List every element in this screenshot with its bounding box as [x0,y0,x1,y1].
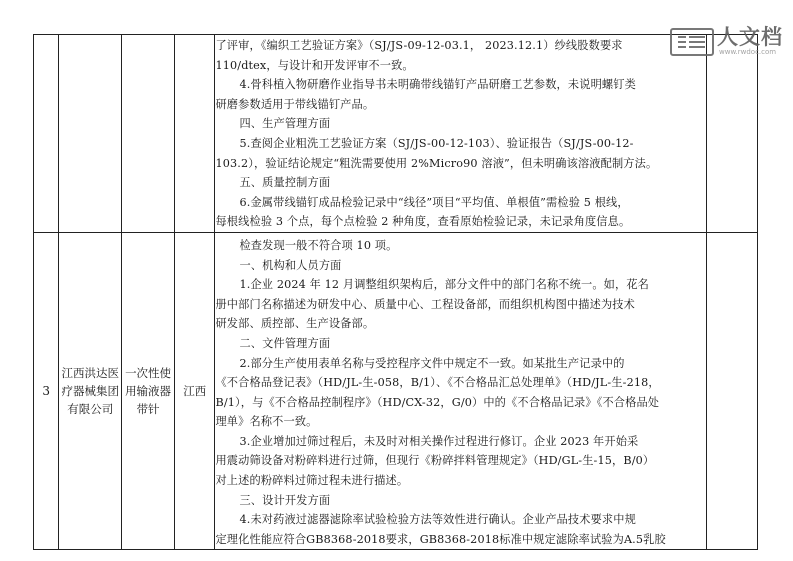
inspection-table [33,34,758,550]
finding-line: 研发部、质控部、生产设备部。 [215,317,375,331]
table-row [34,232,758,550]
company-name: 江西洪达医疗器械集团有限公司 [59,232,122,550]
remarks-cell [707,35,758,233]
finding-line: 检查发现一般不符合项 10 项。 [239,238,398,252]
remarks-cell [707,232,758,550]
finding-line: 1.企业 2024 年 12 月调整组织架构后，部分文件中的部门名称不统一。如，花名 [239,278,650,292]
province: 江西 [174,232,215,550]
product-name [122,35,175,233]
product-name: 一次性使用输液器 带针 [122,232,175,550]
finding-line: 对上述的粉碎料过筛过程未进行描述。 [215,474,409,488]
table-row [34,35,758,233]
document-logo-icon [670,28,714,56]
finding-line: 研磨参数适用于带线锚钉产品。 [215,97,375,111]
finding-line: 6.金属带线锚钉成品检验记录中“线径”项目“平均值、单根值”需检验 5 根线， [239,195,629,209]
watermark-brand: 人文档 [717,25,783,49]
finding-line: 103.2），验证结论规定“粗洗需要使用 2%Micro90 溶液”，但未明确该溶液配制方法。 [215,156,658,170]
finding-line: 册中部门名称描述为研发中心、质量中心、工程设备部，而组织机构图中描述为技术 [215,297,635,311]
section-heading: 二、文件管理方面 [239,336,331,350]
company-name [59,35,122,233]
finding-line: 每根线检验 3 个点，每个点检验 2 种角度，查看原始检验记录，未记录角度信息。 [215,215,631,229]
finding-line: 理单》名称不一致。 [215,415,318,429]
finding-line: 了评审，《编织工艺验证方案》（SJ/JS-09-12-03.1， 2023.12.1）纱线股数要求 [215,39,623,52]
finding-line: 2.部分生产使用表单名称与受控程序文件中规定不一致。如某批生产记录中的 [239,356,625,370]
findings-cell [215,232,707,550]
watermark [670,26,783,56]
province [174,35,215,233]
finding-line: 4.骨科植入物研磨作业指导书未明确带线锚钉产品研磨工艺参数，未说明螺钉类 [239,78,636,92]
finding-line: 3.企业增加过筛过程后，未及时对相关操作过程进行修订。企业 2023 年开始采 [239,434,639,448]
finding-line: B/1），与《不合格品控制程序》（HD/CX-32，G/0）中的《不合格品记录》《不合格品处 [215,395,660,409]
section-heading: 一、机构和人员方面 [239,258,342,272]
row-index [34,35,59,233]
watermark-url: www.rwdoc.com [719,48,777,56]
row-index: 3 [34,232,59,550]
finding-line: 4.未对药液过滤器滤除率试验检验方法等效性进行确认。企业产品技术要求中规 [239,513,636,527]
section-heading: 四、生产管理方面 [239,117,331,131]
finding-line: 《不合格品登记表》（HD/JL-生-058，B/1）、《不合格品汇总处理单》（HD/JL-生-218， [215,376,660,390]
section-heading: 五、质量控制方面 [239,176,331,190]
finding-line: 5.查阅企业粗洗工艺验证方案（SJ/JS-00-12-103）、验证报告（SJ/JS-00-12- [239,136,634,150]
finding-line: 用震动筛设备对粉碎料进行过筛，但现行《粉碎拌料管理规定》（HD/GL-生-15，B/0） [215,454,655,468]
finding-line: 110/dtex，与设计和开发评审不一致。 [215,58,414,72]
section-heading: 三、设计开发方面 [239,493,331,507]
findings-cell [215,35,707,233]
finding-line: 定理化性能应符合GB8368-2018要求，GB8368-2018标准中规定滤除率试验为A.5乳胶 [215,532,666,546]
